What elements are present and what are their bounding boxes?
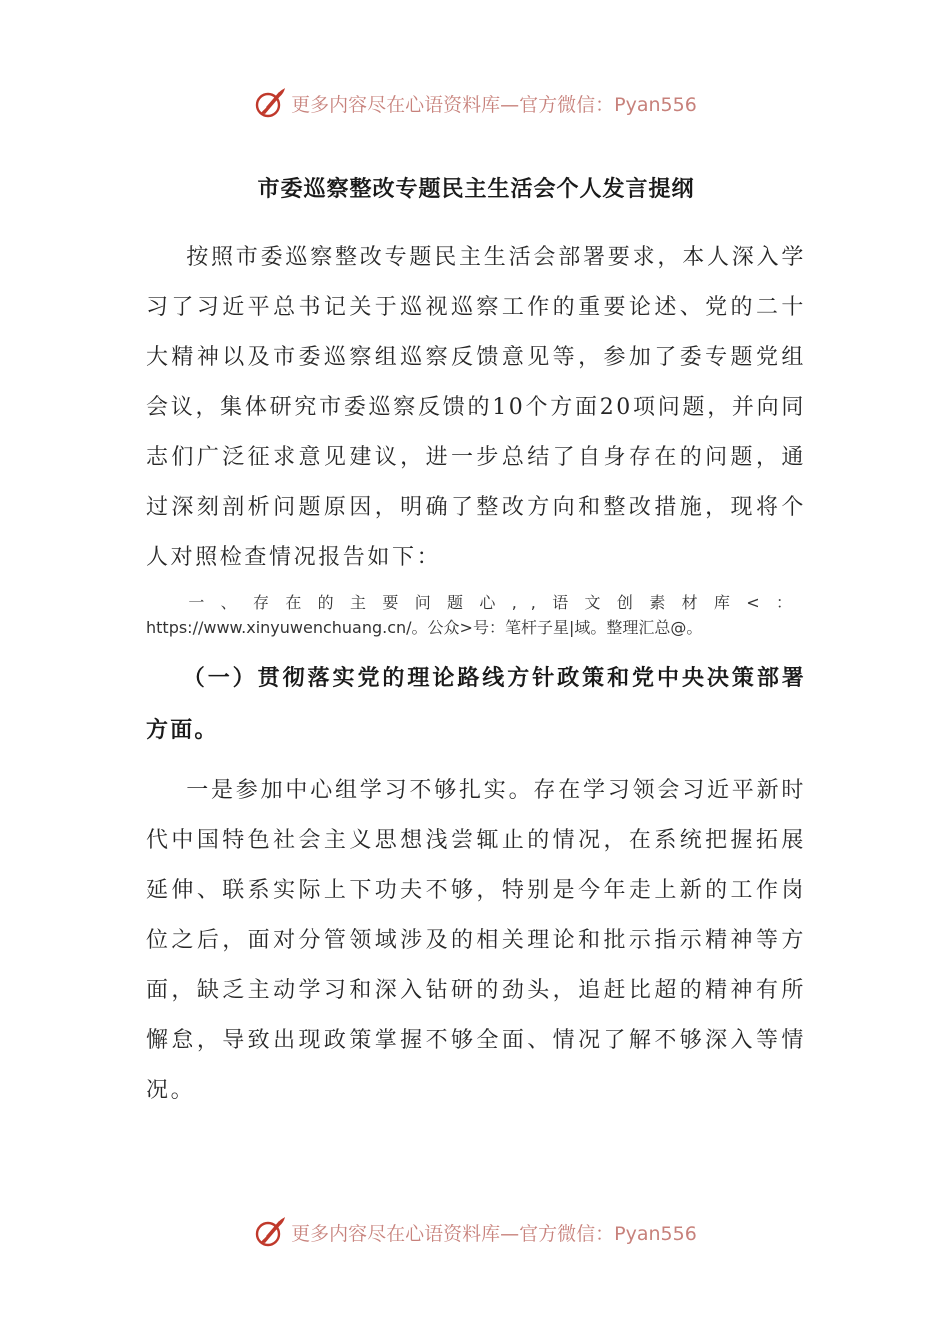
intro-paragraph: 按照市委巡察整改专题民主生活会部署要求，本人深入学习了习近平总书记关于巡视巡察工作的重要论述、党的二十大精神以及市委巡察组巡察反馈意见等，参加了委专题党组会议，集体研究市委巡察反馈的10个方面20项问题，并向同志们广泛征求意见建议，进一步总结了自身存在的问题，通过深刻剖析问题原因，明确了整改方向和整改措施，现将个人对照检查情况报告如下： — [146, 245, 806, 570]
page-title: 市委巡察整改专题民主生活会个人发言提纲 — [257, 176, 695, 202]
body-paragraph: 一是参加中心组学习不够扎实。存在学习领会习近平新时代中国特色社会主义思想浅尝辄止的情况，在系统把握拓展延伸、联系实际上下功夫不够，特别是今年走上新的工作岗位之后，面对分管领域涉及的相关理论和批示指示精神等方面，缺乏主动学习和深入钻研的劲头，追赶比超的精神有所懈怠，导致出现政策掌握不够全面、情况了解不够深入等情况。 — [146, 778, 806, 1103]
header-watermark — [0, 83, 950, 123]
quill-pen-circle-icon — [253, 1215, 287, 1249]
quill-pen-circle-icon — [253, 86, 287, 120]
subsection-heading: （一）贯彻落实党的理论路线方针政策和党中央决策部署方面。 — [146, 665, 806, 743]
watermark-text: 更多内容尽在心语资料库—官方微信：Pyan556 — [291, 1222, 697, 1245]
footer-watermark — [0, 1212, 950, 1252]
watermark-text: 更多内容尽在心语资料库—官方微信：Pyan556 — [291, 93, 697, 116]
section-heading: 一、存在的主要问题心,,语文创素材库<： https://www.xinyuwenchuang.cn/。公众>号：笔杆子星|域。整理汇总@。 — [146, 593, 806, 637]
